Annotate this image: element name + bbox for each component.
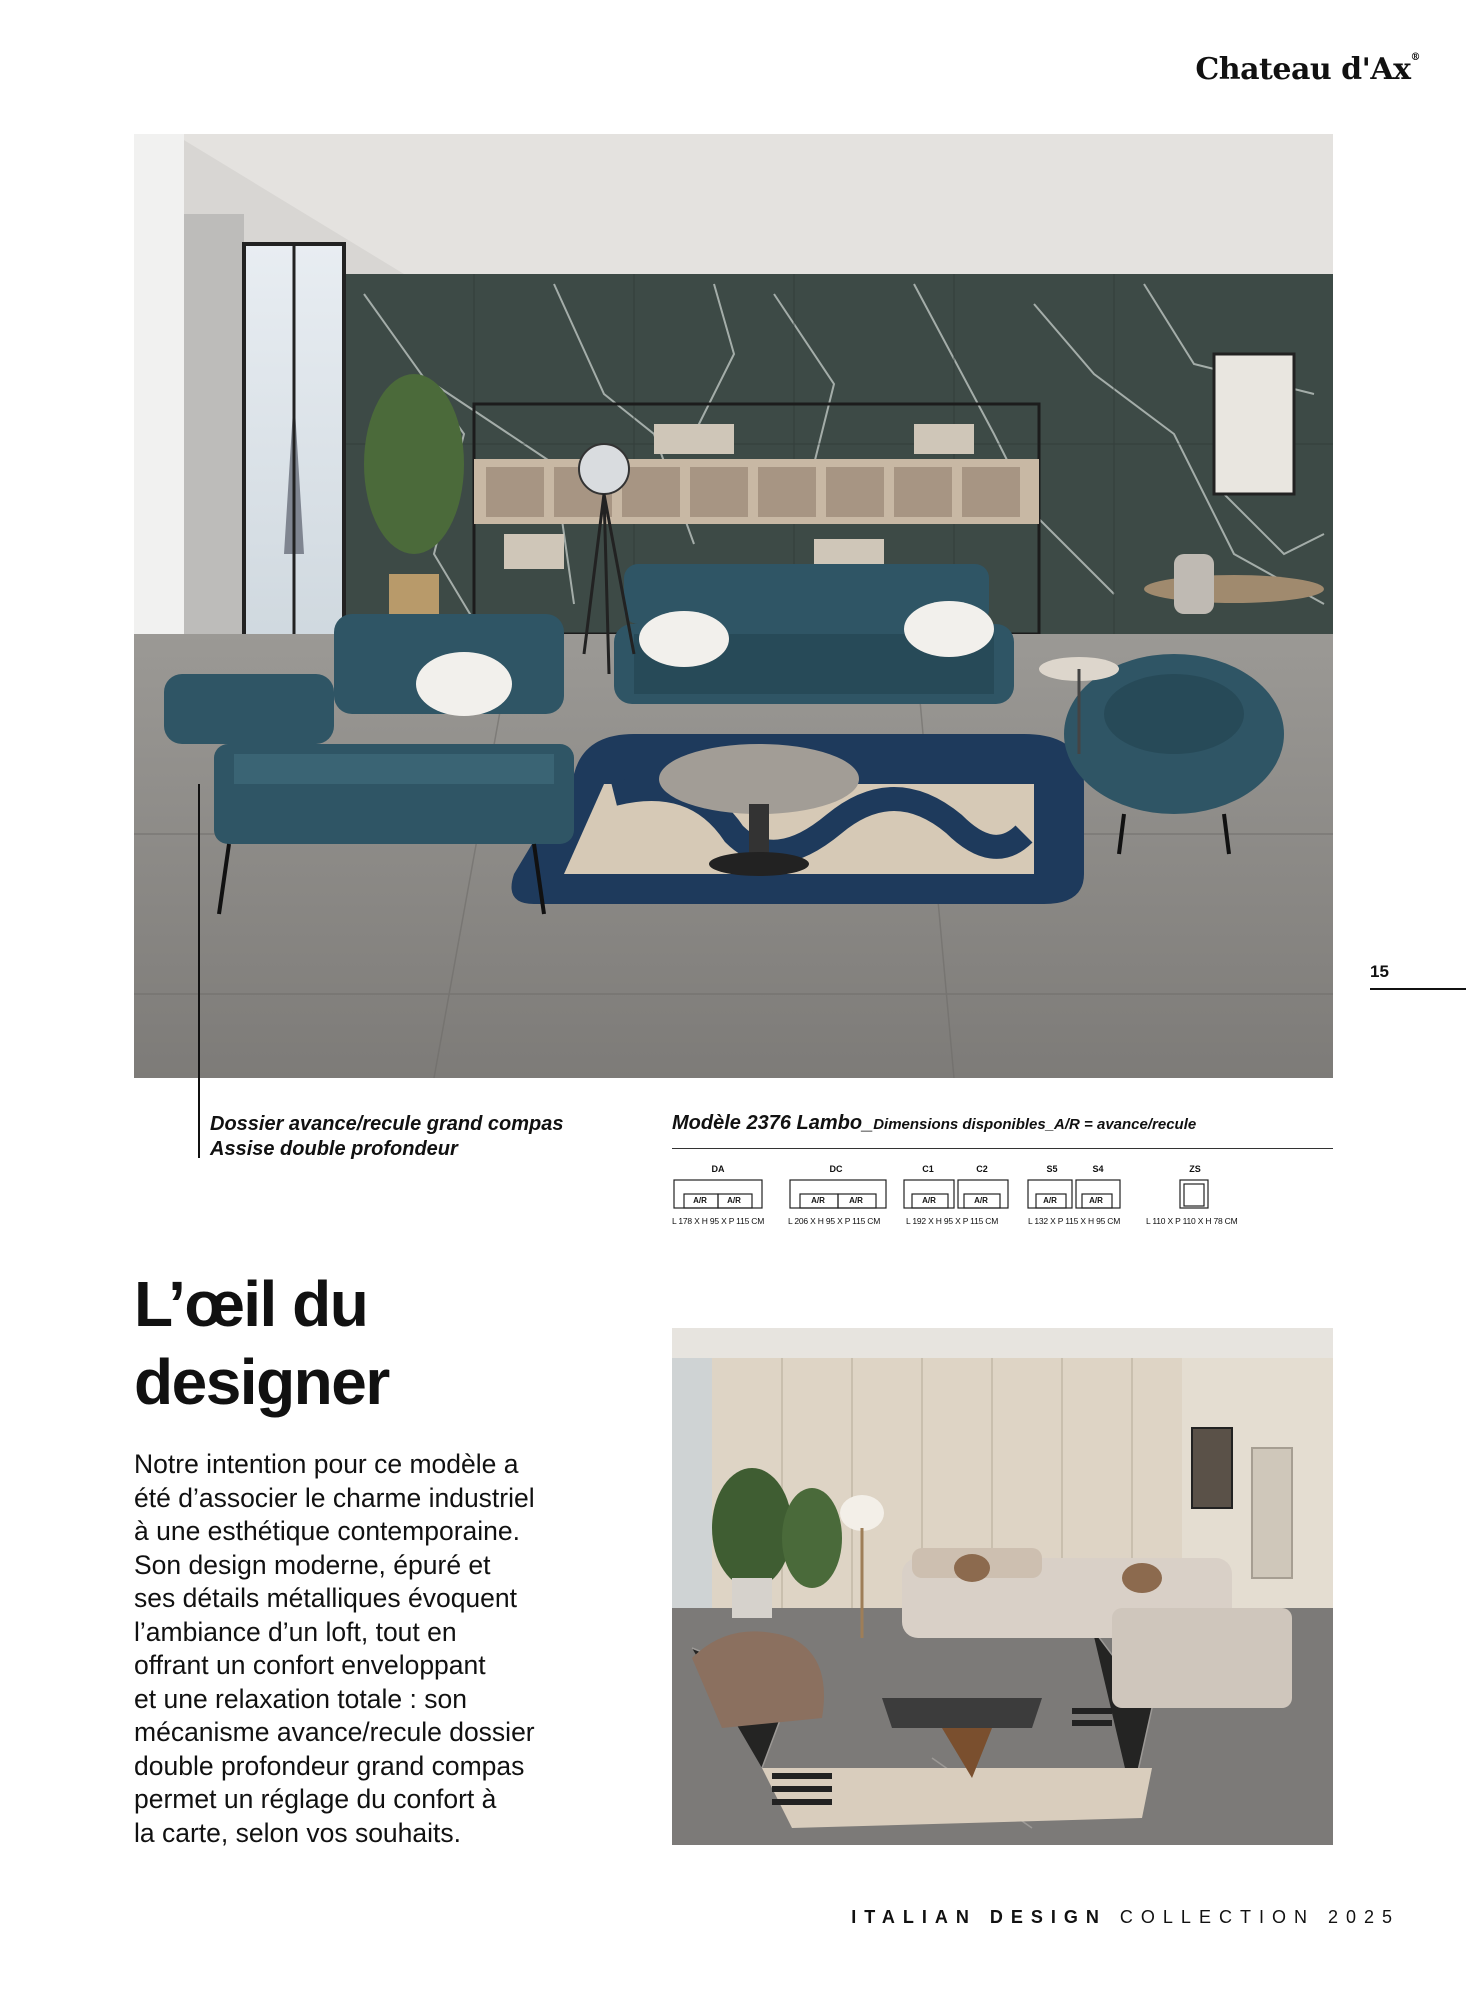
config-zs-dimensions: L 110 X P 110 X H 78 CM [1146, 1216, 1238, 1226]
config-diagrams [672, 1178, 1272, 1212]
body-line: permet un réglage du confort à [134, 1784, 497, 1814]
config-c1-label: A/R [922, 1196, 936, 1205]
body-line: Son design moderne, épuré et [134, 1549, 491, 1580]
footer-collection-label [760, 1907, 1400, 1928]
caption-line-1: Dossier avance/recule grand compas [210, 1113, 564, 1135]
config-code-zs: ZS [1189, 1164, 1201, 1174]
brand-logo [1180, 52, 1420, 87]
body-line: été d’associer le charme industriel [134, 1482, 535, 1513]
config-c2-label: A/R [974, 1196, 988, 1205]
config-s4-label: A/R [1089, 1196, 1103, 1205]
config-code-s5: S5 [1046, 1164, 1058, 1174]
body-line: ses détails métalliques évoquent [134, 1583, 518, 1613]
footer-regular-text: COLLECTION 2025 [1119, 1907, 1400, 1927]
config-code-c1: C1 [922, 1164, 934, 1174]
config-s5-label: A/R [1043, 1196, 1057, 1205]
body-paragraph [134, 1448, 604, 1850]
config-code-c2: C2 [976, 1164, 988, 1174]
config-dc-label-2: A/R [849, 1196, 863, 1205]
config-dc-dimensions: L 206 X H 95 X P 115 CM [788, 1216, 881, 1226]
brand-registered-mark: ® [1410, 52, 1420, 63]
footer-bold-text: ITALIAN DESIGN [851, 1907, 1107, 1927]
model-title [672, 1112, 1333, 1135]
model-dimensions-label: Dimensions disponibles_A/R = avance/recule [873, 1116, 1197, 1133]
config-c1-c2-dimensions: L 192 X H 95 X P 115 CM [906, 1216, 999, 1226]
body-line: mécanisme avance/recule dossier [134, 1717, 535, 1747]
caption-line-2: Assise double profondeur [210, 1138, 458, 1160]
config-da-dimensions: L 178 X H 95 X P 115 CM [672, 1216, 765, 1226]
photo-caption [210, 1112, 630, 1162]
page-title [134, 1265, 614, 1421]
body-line: Notre intention pour ce modèle a [134, 1449, 519, 1479]
config-dc-label-1: A/R [811, 1196, 825, 1205]
caption-leader-line [198, 784, 200, 1158]
page-number-rule [1370, 988, 1466, 990]
page-title-line-2: designer [134, 1346, 389, 1418]
model-name: Modèle 2376 Lambo_ [672, 1112, 874, 1134]
secondary-living-room-photo [672, 1328, 1333, 1845]
config-da-label-2: A/R [727, 1196, 741, 1205]
config-code-dc: DC [829, 1164, 843, 1174]
page-number: 15 [1370, 962, 1389, 981]
hero-living-room-photo [134, 134, 1333, 1078]
body-line: double profondeur grand compas [134, 1750, 525, 1781]
config-s5-s4-dimensions: L 132 X P 115 X H 95 CM [1028, 1216, 1121, 1226]
config-da-label-1: A/R [693, 1196, 707, 1205]
config-code-s4: S4 [1092, 1164, 1104, 1174]
model-rule [672, 1148, 1333, 1149]
body-line: et une relaxation totale : son [134, 1683, 467, 1714]
body-line: l’ambiance d’un loft, tout en [134, 1616, 457, 1647]
body-line: la carte, selon vos souhaits. [134, 1817, 462, 1848]
brand-name: Chateau d'Ax [1195, 52, 1411, 87]
page-title-line-1: L’œil du [134, 1268, 368, 1340]
config-code-da: DA [711, 1164, 725, 1174]
body-line: offrant un confort enveloppant [134, 1650, 486, 1680]
body-line: à une esthétique contemporaine. [134, 1516, 520, 1546]
